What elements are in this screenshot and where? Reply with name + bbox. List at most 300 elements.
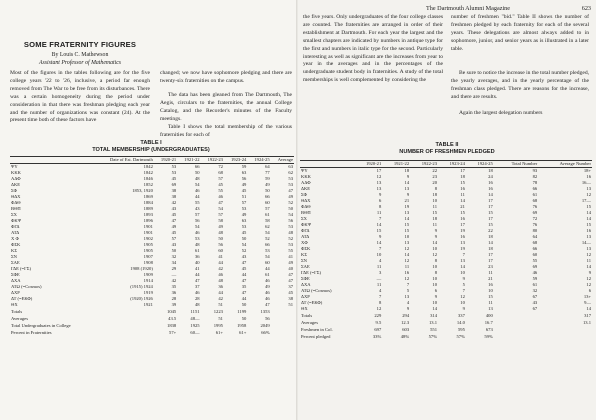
table-cell: 14 <box>460 264 465 269</box>
table-cell: 78 <box>532 180 538 185</box>
summary-cell: Percent pledged <box>301 334 331 339</box>
summary-cell: Total Undergraduates in College <box>11 323 71 328</box>
summary-cell: 1925 <box>190 323 200 328</box>
table-cell: 47 <box>288 188 293 193</box>
table-cell: 60 <box>218 248 223 253</box>
table-cell: 1919 <box>143 290 153 295</box>
table-cell: 11 <box>432 222 438 227</box>
table-cell: 62 <box>288 170 293 175</box>
table-cell: 8 <box>434 258 438 263</box>
table-cell: 1901 <box>143 230 153 235</box>
summary-cell: 673 <box>485 327 493 332</box>
table-cell: 18 <box>488 234 493 239</box>
table-cell: 4 <box>406 300 410 305</box>
table-cell: 17 <box>460 168 465 173</box>
table-cell: 50 <box>194 170 200 175</box>
table-cell: 21 <box>404 198 410 203</box>
table-cell: 68 <box>218 170 223 175</box>
table-cell: 13 <box>586 246 591 251</box>
table-cell: 48 <box>288 230 293 235</box>
table-cell: 50 <box>265 188 270 193</box>
summary-cell <box>271 315 294 322</box>
table-header-row <box>10 157 294 164</box>
table-cell: 11 <box>376 282 382 287</box>
table-cell: 76 <box>532 222 538 227</box>
table-cell: ΚΚΚ <box>301 174 311 179</box>
table-cell: 41 <box>218 254 223 259</box>
summary-cell <box>494 326 538 333</box>
table-cell: ΔΚΕ <box>301 186 311 191</box>
table-cell: ΔΤ (=ΕΚΦ) <box>301 300 323 305</box>
table-cell: 41 <box>194 266 200 271</box>
summary-cell: 57+ <box>169 330 177 335</box>
table-cell: 14 <box>586 216 591 221</box>
table-cell: 4 <box>378 288 382 293</box>
table-cell: ΚΚΚ <box>11 170 21 175</box>
table-header-cell: 1924-25 <box>247 157 270 164</box>
table-cell: 52 <box>288 236 293 241</box>
table-cell: 47 <box>194 278 200 283</box>
summary-cell: Totals <box>11 309 23 314</box>
table-cell: 93 <box>532 168 538 173</box>
table-cell: 51 <box>288 302 293 307</box>
table-cell: 42 <box>171 278 177 283</box>
table-cell: 12 <box>586 252 591 257</box>
table-cell: 20 <box>432 180 438 185</box>
table-cell: 45 <box>171 176 177 181</box>
table-cell: 14 <box>404 180 410 185</box>
table-cell: ΦΣΚ <box>301 246 311 251</box>
table-cell: 52 <box>241 248 247 253</box>
table-cell: 14 <box>432 240 438 245</box>
table-cell: 48 <box>218 278 223 283</box>
table-cell: 9 <box>434 228 438 233</box>
table-cell: 21 <box>460 204 465 209</box>
table-header-row <box>300 161 592 168</box>
table-cell: ΓΔΕ (=ΓΣ) <box>301 270 322 275</box>
summary-cell: 337 <box>458 313 465 318</box>
table-cell: ΣΑΕ <box>11 260 20 265</box>
table-cell: 28 <box>171 296 177 301</box>
table-cell: 49 <box>241 182 247 187</box>
table-cell: 38 <box>171 188 177 193</box>
right-column-paragraph-a: changed; we now have sophomore pledging and there are twenty-six fraternities on the campus. <box>160 70 292 84</box>
table-cell: 10 <box>376 252 382 257</box>
table-cell: ΔΤ (=ΕΚΦ) <box>11 296 33 301</box>
table-cell: ΒΘΠ <box>301 210 311 215</box>
table-cell: ΦΚΨ <box>301 222 312 227</box>
table-cell: 54 <box>194 182 200 187</box>
summary-cell: 59% <box>484 334 493 339</box>
table-cell: 51 <box>241 194 247 199</box>
table-cell: 55 <box>194 200 200 205</box>
table-cell: ΔΧΡ <box>301 294 310 299</box>
table-cell: ΦΣΚ <box>11 242 21 247</box>
table-cell: 1842 <box>143 164 153 169</box>
table-cell: 46 <box>532 270 538 275</box>
summary-cell: 1995 <box>213 323 223 328</box>
table-cell: 46 <box>218 272 223 277</box>
table-cell: ΧΦ <box>301 240 308 245</box>
summary-cell: 229 <box>374 313 382 318</box>
summary-cell: 16.7 <box>484 320 493 325</box>
table-cell: 36 <box>171 290 177 295</box>
table-cell: 23 <box>488 264 493 269</box>
table-cell: 64 <box>265 164 270 169</box>
summary-cell: 1223 <box>213 309 223 314</box>
table-cell: 43 <box>171 242 177 247</box>
table-cell: 58 <box>265 218 270 223</box>
table-cell: 69 <box>532 210 538 215</box>
table-cell: 13 <box>404 294 410 299</box>
table-cell: 47 <box>265 302 270 307</box>
table-one-number: TABLE I <box>140 140 162 146</box>
table-cell: 1914 <box>143 278 153 283</box>
right-page <box>298 0 596 420</box>
table-cell: ΑΤΔ <box>301 234 310 239</box>
table-cell: 76 <box>532 204 538 209</box>
table-cell: 48 <box>194 242 200 247</box>
table-cell: 57 <box>265 206 270 211</box>
table-cell: ΦΓΔ <box>11 224 20 229</box>
table-cell: 51 <box>218 302 223 307</box>
table-cell: 9 <box>406 306 410 311</box>
table-cell: Χ Φ <box>11 236 19 241</box>
table-cell: 12 <box>586 276 591 281</box>
table-cell: 42 <box>218 296 223 301</box>
table-cell: 14 <box>488 192 493 197</box>
table-cell: 13 <box>460 258 465 263</box>
summary-cell: 61+ <box>239 330 247 335</box>
summary-cell <box>271 308 294 315</box>
summary-cell <box>538 326 592 333</box>
pledged-table <box>300 160 592 340</box>
table-cell: 68 <box>532 240 538 245</box>
summary-cell: 57% <box>456 334 465 339</box>
table-cell: 14 <box>586 210 591 215</box>
table-cell: 60 <box>265 200 270 205</box>
summary-row <box>300 312 592 319</box>
table-cell: 14— <box>581 240 591 245</box>
left-column-paragraph: Most of the figures in the tables following are for the five college years '22 to '26, inclusive, a period far enough removed from The War to be free from its disturbances. There was a certain homogeneity during the period under consideration in that there was freshman pledging each year and the number of organizations was constant (24). At the present time both of these factors have <box>10 70 150 124</box>
table-cell: ΘΧ <box>11 302 18 307</box>
table-cell: ΦΔΘ <box>11 200 21 205</box>
table-cell: 14 <box>404 252 410 257</box>
table-cell: ΦΔΘ <box>301 204 311 209</box>
table-cell: 1889 <box>143 206 153 211</box>
table-cell: ΚΣ <box>11 248 17 253</box>
table-cell: 15 <box>376 228 382 233</box>
article-byline: By Louis C. Mathewson <box>51 52 109 58</box>
table-cell: 9 <box>462 276 465 281</box>
table-cell: 13 <box>460 240 465 245</box>
summary-cell: 56 <box>265 316 270 321</box>
table-cell: 4 <box>378 258 382 263</box>
table-header-cell: 1921-22 <box>382 161 410 168</box>
summary-cell <box>494 333 538 340</box>
summary-cell: 2049 <box>260 323 270 328</box>
summary-cell <box>93 329 154 336</box>
summary-cell: 51 <box>218 316 223 321</box>
table-cell: 45 <box>241 266 247 271</box>
table-cell: 54 <box>241 242 247 247</box>
table-cell: 13+ <box>583 294 591 299</box>
table-cell: 64 <box>532 234 538 239</box>
table-cell: 44 <box>194 194 200 199</box>
table-cell: 58 <box>218 218 223 223</box>
table-header-cell: 1923-24 <box>438 161 466 168</box>
table-cell: 50 <box>218 236 223 241</box>
table-cell: 56 <box>194 218 200 223</box>
table-cell: 80 <box>532 228 538 233</box>
table-one-heading <box>10 140 292 154</box>
table-cell: 16 <box>488 282 493 287</box>
right-column-paragraph-c: Table I shows the total membership of the various fraternities for each of <box>160 124 292 138</box>
table-cell: 43 <box>171 206 177 211</box>
summary-cell: 551 <box>430 327 438 332</box>
summary-cell: 50 <box>241 316 247 321</box>
table-cell: 15 <box>404 228 410 233</box>
table-cell: 53 <box>265 248 270 253</box>
table-header-cell: Average <box>271 157 294 164</box>
table-header-cell: 1920-21 <box>354 161 382 168</box>
summary-cell <box>494 319 538 326</box>
table-cell: 18 <box>460 174 465 179</box>
table-cell: 46 <box>265 296 270 301</box>
table-header-cell: 1920-21 <box>154 157 177 164</box>
table-cell: ΓΔΕ (=ΓΣ) <box>11 266 32 271</box>
table-cell: 1902 <box>143 236 153 241</box>
table-cell: 16 <box>460 216 465 221</box>
table-cell: 14 <box>376 240 382 245</box>
table-cell: 47 <box>171 218 177 223</box>
table-cell: ΑΤΩ (=Cosmos) <box>301 288 332 293</box>
table-cell: 42 <box>171 200 177 205</box>
table-cell: 10 <box>432 282 438 287</box>
table-cell: 10 <box>488 288 493 293</box>
table-cell: 13 <box>586 234 591 239</box>
table-cell: ΦΓΔ <box>301 228 310 233</box>
summary-cell: 603 <box>402 327 410 332</box>
table-cell: 32 <box>171 254 177 259</box>
table-header-cell: 1921-22 <box>177 157 200 164</box>
table-cell: 18+ <box>583 168 591 173</box>
table-cell: 45 <box>171 212 177 217</box>
table-cell: 32 <box>532 288 538 293</box>
summary-row <box>10 315 294 322</box>
table-cell: 44 <box>218 260 223 265</box>
table-cell: 46 <box>218 194 223 199</box>
table-cell: ΑΤΔ <box>11 230 20 235</box>
table-cell: 8 <box>434 270 438 275</box>
table-cell: 50 <box>171 248 177 253</box>
table-cell: 40 <box>288 266 293 271</box>
table-cell: 57 <box>218 212 223 217</box>
table-cell: 7 <box>378 216 382 221</box>
table-cell: ΨΥ <box>11 164 18 169</box>
summary-cell: 66% <box>261 330 270 335</box>
table-cell: 49 <box>241 212 247 217</box>
table-cell: 14 <box>586 264 591 269</box>
summary-cell: 43.5 <box>168 316 177 321</box>
table-cell: 36 <box>218 284 223 289</box>
table-cell: 63 <box>241 170 247 175</box>
table-cell: 54 <box>288 212 293 217</box>
table-cell: 44 <box>241 296 247 301</box>
table-cell: 17— <box>581 198 591 203</box>
summary-row <box>300 333 592 340</box>
table-cell: 82 <box>532 174 538 179</box>
summary-cell: 294 <box>402 313 410 318</box>
table-cell: 35 <box>241 284 247 289</box>
summary-row <box>10 308 294 315</box>
table-cell: 17 <box>376 168 382 173</box>
table-cell: 53 <box>288 176 293 181</box>
table-cell: ΣΦΕ <box>11 272 20 277</box>
table-cell: 18 <box>488 246 493 251</box>
table-cell: 48 <box>218 230 223 235</box>
table-cell: 40 <box>194 260 200 265</box>
table-cell: 13 <box>488 306 493 311</box>
table-cell: ΣΦ <box>11 188 18 193</box>
table-cell: 23 <box>432 174 438 179</box>
article-title: SOME FRATERNITY FIGURES <box>23 40 137 49</box>
table-cell: 61 <box>194 248 200 253</box>
table-cell: 16 <box>404 270 410 275</box>
table-cell: 6 <box>378 198 382 203</box>
table-cell: 16 <box>586 174 591 179</box>
table-cell: 47 <box>241 260 247 265</box>
summary-cell <box>271 322 294 329</box>
table-cell: ΣΧ <box>11 212 17 217</box>
table-cell: 1908 <box>143 260 153 265</box>
table-cell: 6 <box>588 288 591 293</box>
table-cell: 45 <box>241 230 247 235</box>
table-cell: 34 <box>171 260 177 265</box>
table-cell: 18 <box>488 168 493 173</box>
table-cell: 13 <box>586 186 591 191</box>
table-cell: 13 <box>404 240 410 245</box>
table-cell: 11 <box>586 258 591 263</box>
table-cell: 15 <box>488 222 493 227</box>
table-cell: 66 <box>532 246 538 251</box>
table-cell: 9 <box>406 174 410 179</box>
table-cell: 47 <box>218 200 223 205</box>
summary-cell: 48% <box>400 334 410 339</box>
summary-cell: Percent in Fraternities <box>11 330 52 335</box>
table-cell: 12 <box>586 192 591 197</box>
table-cell: 44 <box>241 272 247 277</box>
table-cell: ΨΥ <box>301 168 308 173</box>
table-cell: 48 <box>194 176 200 181</box>
table-cell: 22 <box>432 168 438 173</box>
table-cell: 15 <box>586 222 591 227</box>
table-cell: 66 <box>265 194 270 199</box>
table-cell: 10 <box>432 300 438 305</box>
table-cell: 37 <box>194 284 200 289</box>
summary-cell: 48— <box>190 316 200 321</box>
table-cell: 44 <box>265 266 270 271</box>
running-head <box>426 5 591 12</box>
table-cell: 44 <box>218 290 223 295</box>
summary-cell: 314 <box>430 313 438 318</box>
table-cell: 15 <box>460 210 465 215</box>
table-cell: 69 <box>532 264 538 269</box>
summary-cell: 12.3 <box>401 320 410 325</box>
table-cell: 59 <box>265 176 270 181</box>
table-cell: 11 <box>432 204 438 209</box>
summary-cell: 9.5 <box>375 320 382 325</box>
table-cell: 53 <box>171 164 177 169</box>
table-cell: 3 <box>378 270 382 275</box>
table-cell: 41 <box>288 254 293 259</box>
table-cell: 57 <box>194 212 200 217</box>
table-cell: 53 <box>288 224 293 229</box>
table-cell: 14 <box>586 306 591 311</box>
table-cell: 53 <box>288 242 293 247</box>
table-cell: 9 <box>462 306 465 311</box>
table-header-cell: 1924-25 <box>466 161 494 168</box>
table-cell: 53 <box>194 236 200 241</box>
table-cell: 10 <box>432 276 438 281</box>
summary-cell <box>494 312 538 319</box>
table-cell: 61 <box>265 212 270 217</box>
table-cell: 11 <box>404 264 410 269</box>
table-cell: 11 <box>460 192 465 197</box>
summary-cell: 14.0 <box>456 320 465 325</box>
right-column-paragraph-b: The data has been gleaned from The Dartmouth, The Aegis, circulars to the fraternities, the annual College Catalog, and the Recorder's minutes of the Faculty meetings. <box>160 92 292 122</box>
table-cell: 9 <box>378 192 382 197</box>
summary-cell <box>93 315 154 322</box>
table-cell: ΣΦΕ <box>301 276 310 281</box>
table-cell: ΔΧΡ <box>11 290 20 295</box>
table-cell: ΘΧ <box>301 306 308 311</box>
table-cell: 19 <box>460 228 465 233</box>
table-cell: 55 <box>218 188 223 193</box>
table-cell: 21 <box>488 276 493 281</box>
table-cell: 1884 <box>143 200 153 205</box>
table-header-cell: 1923-24 <box>224 157 247 164</box>
table-cell: ΑΔΦ <box>11 176 21 181</box>
table-cell: 9— <box>584 300 591 305</box>
table-cell: 45 <box>171 230 177 235</box>
table-cell: ΑΤΩ (=Cosmos) <box>11 284 42 289</box>
table-cell: 35 <box>171 284 177 289</box>
table-cell: 38 <box>171 194 177 199</box>
summary-cell: Totals <box>301 313 313 318</box>
summary-cell: 1151 <box>190 309 200 314</box>
table-two-number: TABLE II <box>435 142 459 148</box>
right-column-paragraph-b: Be sure to notice the increase in the total number pledged, the yearly averages, and in the yearly percentage of the freshman class pledged. There are reasons for the increase, and there are results. <box>451 70 590 100</box>
table-cell: 57 <box>218 176 223 181</box>
table-cell: 10 <box>432 246 438 251</box>
table-cell: 1909 <box>143 272 153 277</box>
table-cell: 15 <box>432 210 438 215</box>
table-cell: 56 <box>288 218 293 223</box>
summary-cell <box>538 333 592 340</box>
summary-cell: 13.1 <box>428 320 438 325</box>
table-cell: 14 <box>404 216 410 221</box>
table-cell: 16— <box>581 180 591 185</box>
table-cell: ΣΑΕ <box>301 264 310 269</box>
table-cell: 1846 <box>143 176 153 181</box>
table-cell: 44 <box>194 272 200 277</box>
author-affiliation: Assistant Professor of Mathematics <box>38 60 122 66</box>
table-header-cell: Average Number <box>538 161 592 168</box>
table-cell: 1842 <box>143 170 153 175</box>
summary-cell: 1353 <box>260 309 270 314</box>
table-cell: 7 <box>462 288 465 293</box>
